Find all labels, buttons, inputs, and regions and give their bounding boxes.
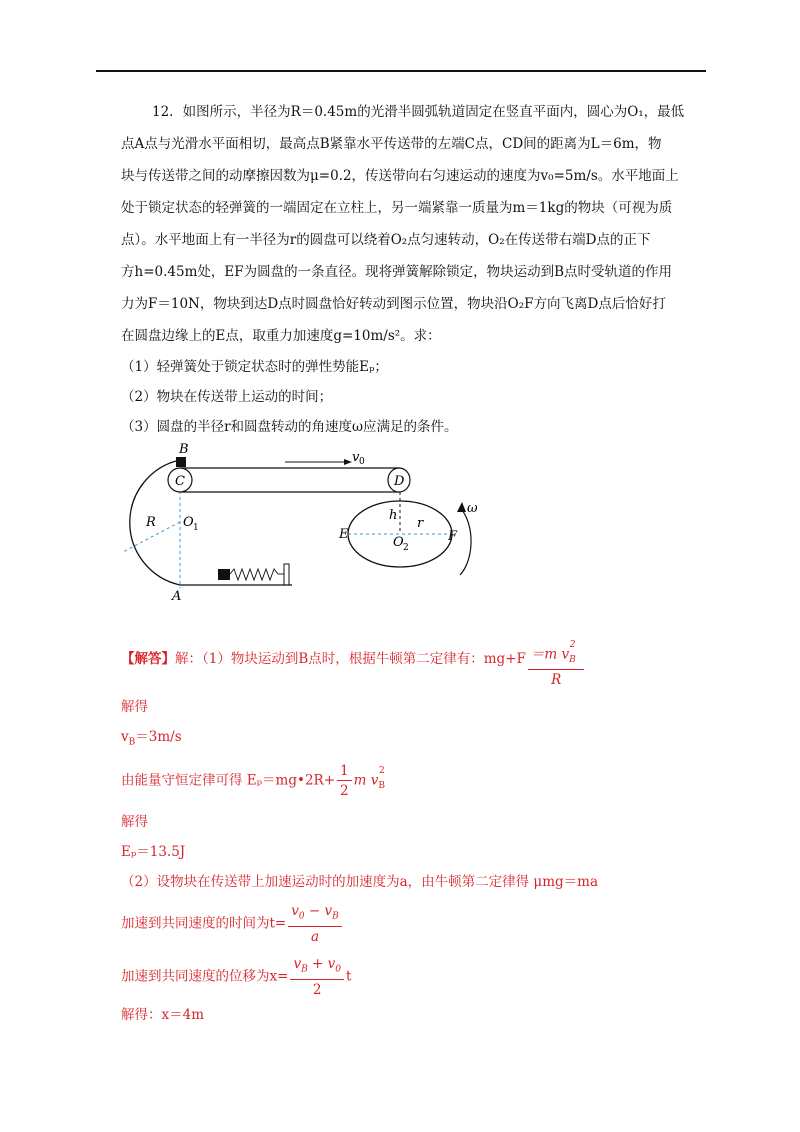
fraction-disp: $\frac{v_B + v_0}{2}$	[290, 955, 344, 999]
label-r: r	[417, 516, 424, 531]
answer-result: 解得：x＝4m	[121, 1007, 205, 1023]
problem-line: 点）。水平地面上有一半径为r的圆盘可以绕着O₂点匀速转动，O₂在传送带右端D点的正下	[121, 232, 651, 248]
problem-line: 处于锁定状态的轻弹簧的一端固定在立柱上，另一端紧靠一质量为m＝1kg的物块（可视为质	[121, 200, 673, 216]
label-r-large: R	[146, 515, 156, 530]
answer-disp	[121, 955, 351, 999]
fraction-mvb2-r: $\frac{=m v_B^2}{R}$	[528, 642, 585, 689]
question-3: （3）圆盘的半径r和圆盘转动的角速度ω应满足的条件。	[121, 419, 458, 435]
answer-intro	[121, 636, 586, 689]
problem-line: 点A点与光滑水平面相切，最高点B紧靠水平传送带的左端C点，CD间的距离为L＝6m，物	[121, 136, 662, 152]
answer-vb: $v_B=3m/s$	[121, 729, 182, 748]
problem-line: 12．如图所示，半径为R＝0.45m的光滑半圆弧轨道固定在竖直平面内，圆心为O₁，最低	[152, 104, 685, 120]
block-b	[176, 457, 186, 467]
problem-line: 力为F＝10N，物块到达D点时圆盘恰好转动到图示位置，物块沿O₂F方向飞离D点后恰好打	[121, 296, 666, 312]
problem-line: 块与传送带之间的动摩擦因数为μ=0.2，传送带向右匀速运动的速度为v₀=5m/s。水平地面上	[121, 168, 679, 184]
label-f: F	[448, 529, 458, 544]
label-d: D	[394, 474, 405, 489]
block-m	[218, 569, 230, 580]
spring	[230, 569, 278, 580]
answer-part-2: （2）设物块在传送带上加速运动时的加速度为a，由牛顿第二定律得 μmg＝ma	[121, 874, 598, 890]
answer-time	[121, 902, 344, 946]
label-o1-sub: 1	[193, 523, 199, 533]
fraction-one-half: $\frac{1}{2}$	[337, 762, 352, 800]
answer-energy: 由能量守恒定律可得 Eₚ＝mg•2R+ $\frac{1}{2}$ m $v_B^2$	[121, 763, 385, 799]
problem-line: 在圆盘边缘上的E点，取重力加速度g=10m/s²。求：	[121, 328, 441, 344]
physics-figure	[100, 440, 500, 610]
label-o2-sub: 2	[403, 543, 409, 553]
answer-disp-text: 加速到共同速度的位移为x=	[121, 968, 289, 985]
label-h: h	[389, 508, 398, 523]
fraction-time: $\frac{v_0 - v_B}{a}$	[288, 902, 342, 946]
answer-time-text: 加速到共同速度的时间为t=	[121, 915, 287, 932]
problem-line: 方h=0.45m处，EF为圆盘的一条直径。现将弹簧解除锁定，物块运动到B点时受轨道的作用	[121, 264, 673, 280]
velocity-arrowhead	[344, 459, 352, 465]
label-v0: v	[352, 450, 360, 465]
answer-jiede-1: 解得	[121, 699, 148, 715]
answer-ep: Eₚ＝13.5J	[121, 844, 186, 860]
question-2: （2）物块在传送带上运动的时间；	[121, 389, 333, 405]
post	[284, 564, 289, 585]
label-a: A	[172, 589, 182, 604]
answer-jiede-2: 解得	[121, 814, 148, 830]
answer-tag: 【解答】	[121, 651, 175, 668]
answer-disp-tail: t	[345, 968, 352, 985]
label-c: C	[175, 474, 185, 489]
rotation-arc	[460, 510, 471, 575]
answer-energy-text: 由能量守恒定律可得 Eₚ＝mg•2R+	[121, 772, 336, 789]
label-e: E	[339, 527, 349, 542]
label-o1: O	[183, 515, 194, 530]
label-v0-sub: 0	[359, 457, 365, 467]
rotation-arrowhead	[457, 502, 466, 512]
label-b: B	[179, 442, 189, 457]
label-omega: ω	[467, 501, 478, 516]
answer-intro-text: 解：（1）物块运动到B点时，根据牛顿第二定律有：mg+F	[175, 651, 526, 668]
header-rule	[96, 70, 706, 72]
question-1: （1）轻弹簧处于锁定状态时的弹性势能Eₚ；	[121, 359, 388, 375]
label-o2: O	[393, 535, 404, 550]
